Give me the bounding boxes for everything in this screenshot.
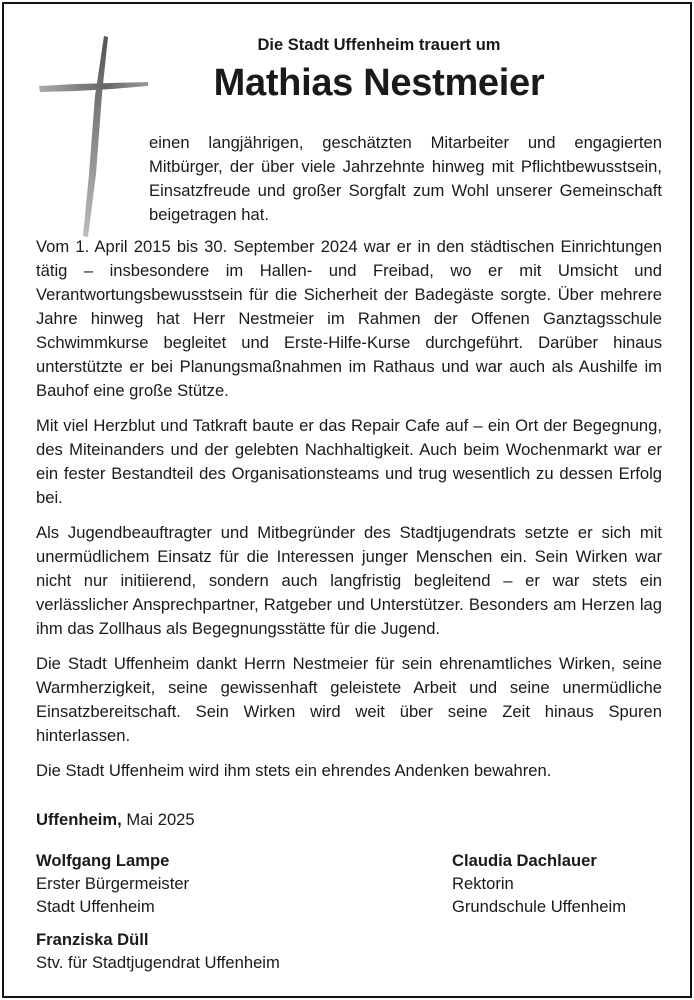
signature-mayor xyxy=(36,849,189,918)
signature-org: Stadt Uffenheim xyxy=(36,897,155,916)
header-subtitle: Die Stadt Uffenheim trauert um xyxy=(257,36,501,54)
signature-principal xyxy=(452,849,626,918)
body-text xyxy=(36,235,662,794)
paragraph-career: Vom 1. April 2015 bis 30. September 2024 war er in den städtischen Einrichtungen tätig – insbesondere im Hallen- und Freibad, wo er mit Umsicht und Verantwortungsbewusstsein für die Sicherheit der Badegäste sorgte. Über mehrere Jahre hinweg hat Herr Nestmeier im Rahmen der Offenen Ganztagsschule Schwimmkurse begleitet und Erste-Hilfe-Kurse durchgeführt. Darüber hinaus unterstützte er bei Planungsmaßnahmen im Rathaus und war auch als Aushilfe im Bauhof eine große Stütze. xyxy=(36,237,662,400)
place-date xyxy=(36,810,195,830)
paragraph-remembrance: Die Stadt Uffenheim wird ihm stets ein ehrendes Andenken bewahren. xyxy=(36,761,552,780)
paragraph-youth: Als Jugendbeauftragter und Mitbegründer des Stadtjugendrats setzte er sich mit unermüdlichem Einsatz für die Interessen junger Menschen ein. Sein Wirken war nicht nur initiierend, sondern auch langfristig begleitend – er war stets ein verlässlicher Ansprechpartner, Ratgeber und Unterstützer. Besonders am Herzen lag ihm das Zollhaus als Begegnungsstätte für die Jugend. xyxy=(36,523,662,638)
signature-title: Erster Bürgermeister xyxy=(36,874,190,893)
paragraph-thanks: Die Stadt Uffenheim dankt Herrn Nestmeier für sein ehrenamtliches Wirken, seine Warmherzigkeit, seine gewissenhaft geleistete Arbeit und seine unermüdliche Einsatzbereitschaft. Sein Wirken wird weit über seine Zeit hinaus Spuren hinterlassen. xyxy=(36,654,662,745)
signature-title: Rektorin xyxy=(452,874,514,893)
signature-name: Wolfgang Lampe xyxy=(36,851,170,870)
place-city: Uffenheim, xyxy=(36,810,122,829)
paragraph-repair-cafe: Mit viel Herzblut und Tatkraft baute er das Repair Cafe auf – ein Ort der Begegnung, des Miteinanders und der gelebten Nachhaltigkeit. Auch beim Wochenmarkt war er ein fester Bestandteil des Organisationsteams und trug wesentlich zu dessen Erfolg bei. xyxy=(36,416,662,507)
deceased-name: Mathias Nestmeier xyxy=(213,62,545,104)
cross-icon xyxy=(36,34,151,239)
intro-paragraph: einen langjährigen, geschätzten Mitarbeiter und engagierten Mitbürger, der über viele Jahrzehnte hinweg mit Pflichtbewusstsein, Einsatzfreude und großer Sorgfalt zum Wohl unserer Gemeinschaft beigetragen hat. xyxy=(149,133,662,224)
obituary-notice xyxy=(2,2,692,998)
signature-org: Grundschule Uffenheim xyxy=(452,897,627,916)
signature-name: Claudia Dachlauer xyxy=(452,851,597,870)
signature-title: Stv. für Stadtjugendrat Uffenheim xyxy=(36,953,280,972)
signature-name: Franziska Düll xyxy=(36,930,149,949)
signature-youth-council xyxy=(36,928,280,974)
place-month: Mai 2025 xyxy=(126,810,195,829)
